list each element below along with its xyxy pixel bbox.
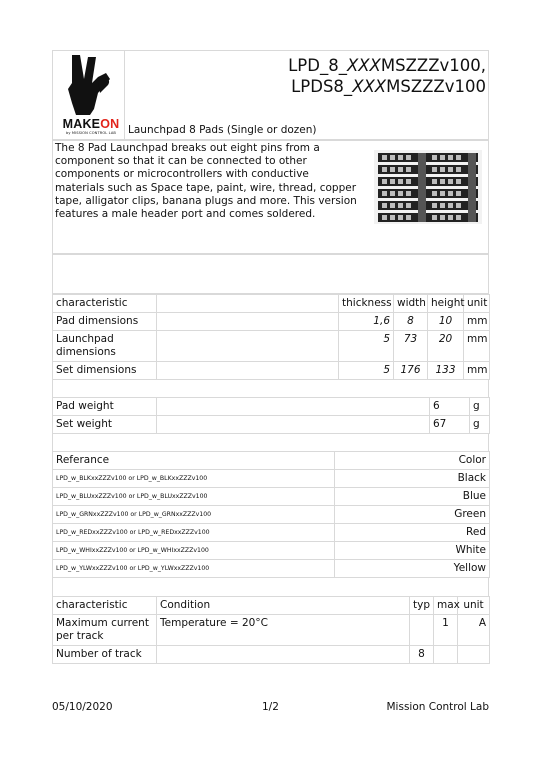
electrical-table bbox=[52, 596, 490, 664]
table-row bbox=[53, 470, 490, 488]
table-row bbox=[53, 313, 490, 331]
elec-row-typ bbox=[410, 615, 434, 646]
weight-unit: g bbox=[470, 416, 490, 434]
dim-row-unit: mm bbox=[464, 331, 490, 362]
table-row bbox=[53, 362, 490, 380]
product-name: Launchpad 8 Pads (Single or dozen) bbox=[128, 124, 317, 136]
dim-row-thickness: 1,6 bbox=[339, 313, 394, 331]
reference-header-row bbox=[53, 452, 490, 470]
dim-row-width: 176 bbox=[394, 362, 428, 380]
description-text: The 8 Pad Launchpad breaks out eight pins from a component so that it can be connected to other components or microcontrollers with conductive materials such as Space tape, paint, wire, thread, copper tape, alligator clips, banana plugs and more. This version features a male header port and comes soldered. bbox=[55, 142, 357, 221]
elec-row-condition bbox=[157, 646, 410, 664]
dim-row-label: Pad dimensions bbox=[53, 313, 157, 331]
reference-color: Green bbox=[335, 506, 490, 524]
dim-header-characteristic: characteristic bbox=[53, 295, 157, 313]
table-row bbox=[53, 646, 490, 664]
reference-code: LPD_w_GRNxxZZZv100 or LPD_w_GRNxxZZZv100 bbox=[53, 506, 335, 524]
separator bbox=[52, 433, 489, 451]
table-row bbox=[53, 542, 490, 560]
dim-row-unit: mm bbox=[464, 362, 490, 380]
elec-row-unit bbox=[458, 646, 490, 664]
elec-row-condition: Temperature = 20°C bbox=[157, 615, 410, 646]
dim-header-unit: unit bbox=[464, 295, 490, 313]
brand-logo bbox=[56, 117, 126, 131]
elec-header-typ: typ bbox=[410, 597, 434, 615]
separator bbox=[52, 578, 489, 596]
brand-main: MAKE bbox=[62, 117, 101, 131]
reference-code: LPD_w_BLKxxZZZv100 or LPD_w_BLKxxZZZv100 bbox=[53, 470, 335, 488]
hand-logo-icon bbox=[58, 53, 118, 119]
reference-color: Yellow bbox=[335, 560, 490, 578]
elec-header-max: max bbox=[434, 597, 458, 615]
elec-header-unit: unit bbox=[458, 597, 490, 615]
weight-value: 67 bbox=[430, 416, 470, 434]
reference-color: White bbox=[335, 542, 490, 560]
elec-row-label: Number of track bbox=[53, 646, 157, 664]
part-number bbox=[288, 55, 486, 97]
table-row bbox=[53, 398, 490, 416]
dim-header-width: width bbox=[394, 295, 428, 313]
reference-header-left: Referance bbox=[53, 452, 335, 470]
weight-label: Set weight bbox=[53, 416, 157, 434]
footer-company: Mission Control Lab bbox=[386, 701, 489, 713]
brand-on: ON bbox=[100, 117, 120, 131]
reference-code: LPD_w_YLWxxZZZv100 or LPD_w_YLWxxZZZv100 bbox=[53, 560, 335, 578]
elec-row-unit: A bbox=[458, 615, 490, 646]
dim-row-label: Launchpad dimensions bbox=[53, 331, 157, 362]
reference-color: Black bbox=[335, 470, 490, 488]
part-number-line1: LPD_8_XXXMSZZZv100, bbox=[288, 56, 486, 75]
weight-label: Pad weight bbox=[53, 398, 157, 416]
elec-row-label: Maximum current per track bbox=[53, 615, 157, 646]
elec-row-max bbox=[434, 646, 458, 664]
dim-row-thickness: 5 bbox=[339, 362, 394, 380]
launchpad-panel-image bbox=[374, 150, 482, 224]
table-row bbox=[53, 416, 490, 434]
dim-row-label: Set dimensions bbox=[53, 362, 157, 380]
dim-row-height: 20 bbox=[428, 331, 464, 362]
weight-value: 6 bbox=[430, 398, 470, 416]
reference-code: LPD_w_BLUxxZZZv100 or LPD_w_BLUxxZZZv100 bbox=[53, 488, 335, 506]
elec-row-max: 1 bbox=[434, 615, 458, 646]
reference-code: LPD_w_WHIxxZZZv100 or LPD_w_WHIxxZZZv100 bbox=[53, 542, 335, 560]
dim-row-unit: mm bbox=[464, 313, 490, 331]
reference-table bbox=[52, 451, 490, 578]
elec-header-condition: Condition bbox=[157, 597, 410, 615]
reference-color: Red bbox=[335, 524, 490, 542]
dim-row-height: 10 bbox=[428, 313, 464, 331]
table-row bbox=[53, 615, 490, 646]
table-row bbox=[53, 524, 490, 542]
footer-page: 1/2 bbox=[262, 701, 279, 713]
separator bbox=[52, 380, 489, 397]
weight-table bbox=[52, 397, 490, 434]
dim-header-blank bbox=[157, 295, 339, 313]
dim-row-width: 73 bbox=[394, 331, 428, 362]
spacer-block bbox=[52, 254, 489, 294]
dim-row-width: 8 bbox=[394, 313, 428, 331]
dim-header-thickness: thickness bbox=[339, 295, 394, 313]
dim-row-thickness: 5 bbox=[339, 331, 394, 362]
table-row bbox=[53, 488, 490, 506]
reference-color: Blue bbox=[335, 488, 490, 506]
table-row bbox=[53, 506, 490, 524]
reference-header-right: Color bbox=[335, 452, 490, 470]
table-row bbox=[53, 560, 490, 578]
elec-row-typ: 8 bbox=[410, 646, 434, 664]
electrical-header-row bbox=[53, 597, 490, 615]
reference-code: LPD_w_REDxxZZZv100 or LPD_w_REDxxZZZv100 bbox=[53, 524, 335, 542]
table-row bbox=[53, 331, 490, 362]
footer-date: 05/10/2020 bbox=[52, 701, 113, 713]
weight-unit: g bbox=[470, 398, 490, 416]
elec-header-characteristic: characteristic bbox=[53, 597, 157, 615]
dim-row-height: 133 bbox=[428, 362, 464, 380]
dim-header-height: height bbox=[428, 295, 464, 313]
part-number-line2: LPDS8_XXXMSZZZv100 bbox=[291, 77, 486, 96]
dimensions-table bbox=[52, 294, 490, 380]
dimensions-header-row bbox=[53, 295, 490, 313]
brand-sub: by MISSION CONTROL LAB bbox=[66, 131, 116, 135]
